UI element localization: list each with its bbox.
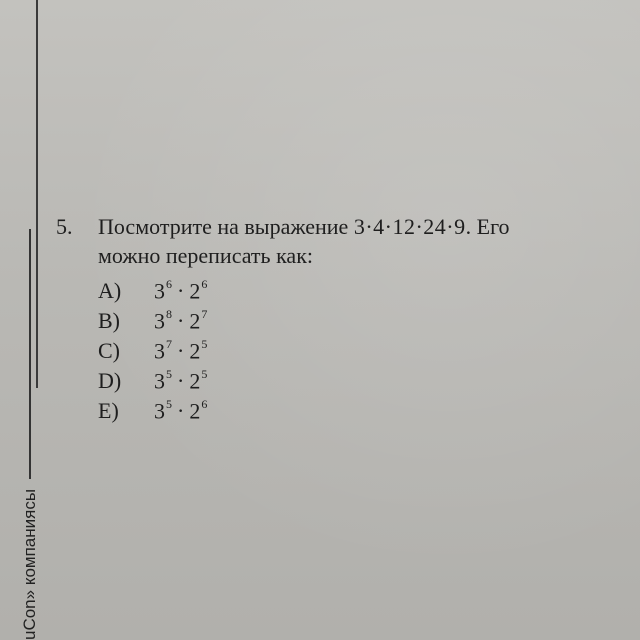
option-base-2: 2	[189, 398, 201, 424]
option-operator: ·	[177, 338, 185, 364]
option-exponent-1: 8	[166, 307, 172, 321]
answer-option-b[interactable]	[98, 302, 598, 332]
option-base-1: 3	[154, 338, 165, 364]
option-base-2: 2	[189, 308, 201, 334]
question-text	[98, 212, 598, 270]
option-operator: ·	[177, 278, 185, 304]
option-exponent-1: 6	[166, 277, 172, 291]
side-publisher-text	[20, 229, 40, 640]
option-operator: ·	[177, 398, 185, 424]
side-publisher-label: uCon» компаниясы	[20, 488, 39, 640]
answer-options	[98, 272, 598, 422]
option-label: D)	[98, 368, 122, 394]
option-label: B)	[98, 308, 120, 334]
answer-option-d[interactable]	[98, 362, 598, 392]
option-exponent-2: 5	[201, 367, 208, 381]
question-expression: 3·4·12·24·9	[353, 214, 466, 239]
option-exponent-1: 5	[166, 367, 172, 381]
question-line-1	[98, 212, 598, 241]
answer-option-a[interactable]	[98, 272, 598, 302]
answer-option-c[interactable]	[98, 332, 598, 362]
side-rule	[29, 229, 31, 479]
question-number: 5.	[56, 214, 73, 239]
option-exponent-1: 5	[166, 397, 172, 411]
option-exponent-2: 5	[201, 337, 208, 351]
option-label: A)	[98, 278, 122, 304]
answer-option-e[interactable]	[98, 392, 598, 422]
option-expression	[154, 392, 207, 425]
option-label: C)	[98, 338, 120, 364]
option-base-1: 3	[154, 398, 165, 424]
option-base-2: 2	[189, 338, 201, 364]
option-expression	[154, 272, 207, 305]
option-exponent-2: 6	[201, 397, 208, 411]
question-block	[56, 212, 598, 422]
option-base-2: 2	[189, 278, 201, 304]
option-base-1: 3	[154, 278, 165, 304]
option-operator: ·	[177, 308, 185, 334]
option-operator: ·	[177, 368, 185, 394]
option-expression	[154, 362, 207, 395]
option-expression	[154, 332, 207, 365]
option-expression	[154, 302, 207, 335]
option-exponent-2: 7	[201, 307, 208, 321]
option-base-2: 2	[189, 368, 201, 394]
option-base-1: 3	[154, 368, 165, 394]
question-line-2: можно переписать как:	[98, 243, 313, 268]
option-base-1: 3	[154, 308, 165, 334]
option-exponent-1: 7	[166, 337, 172, 351]
question-text-start: Посмотрите на выражение	[98, 214, 354, 239]
option-label: E)	[98, 398, 119, 424]
option-exponent-2: 6	[201, 277, 208, 291]
question-text-end: . Его	[465, 214, 510, 239]
